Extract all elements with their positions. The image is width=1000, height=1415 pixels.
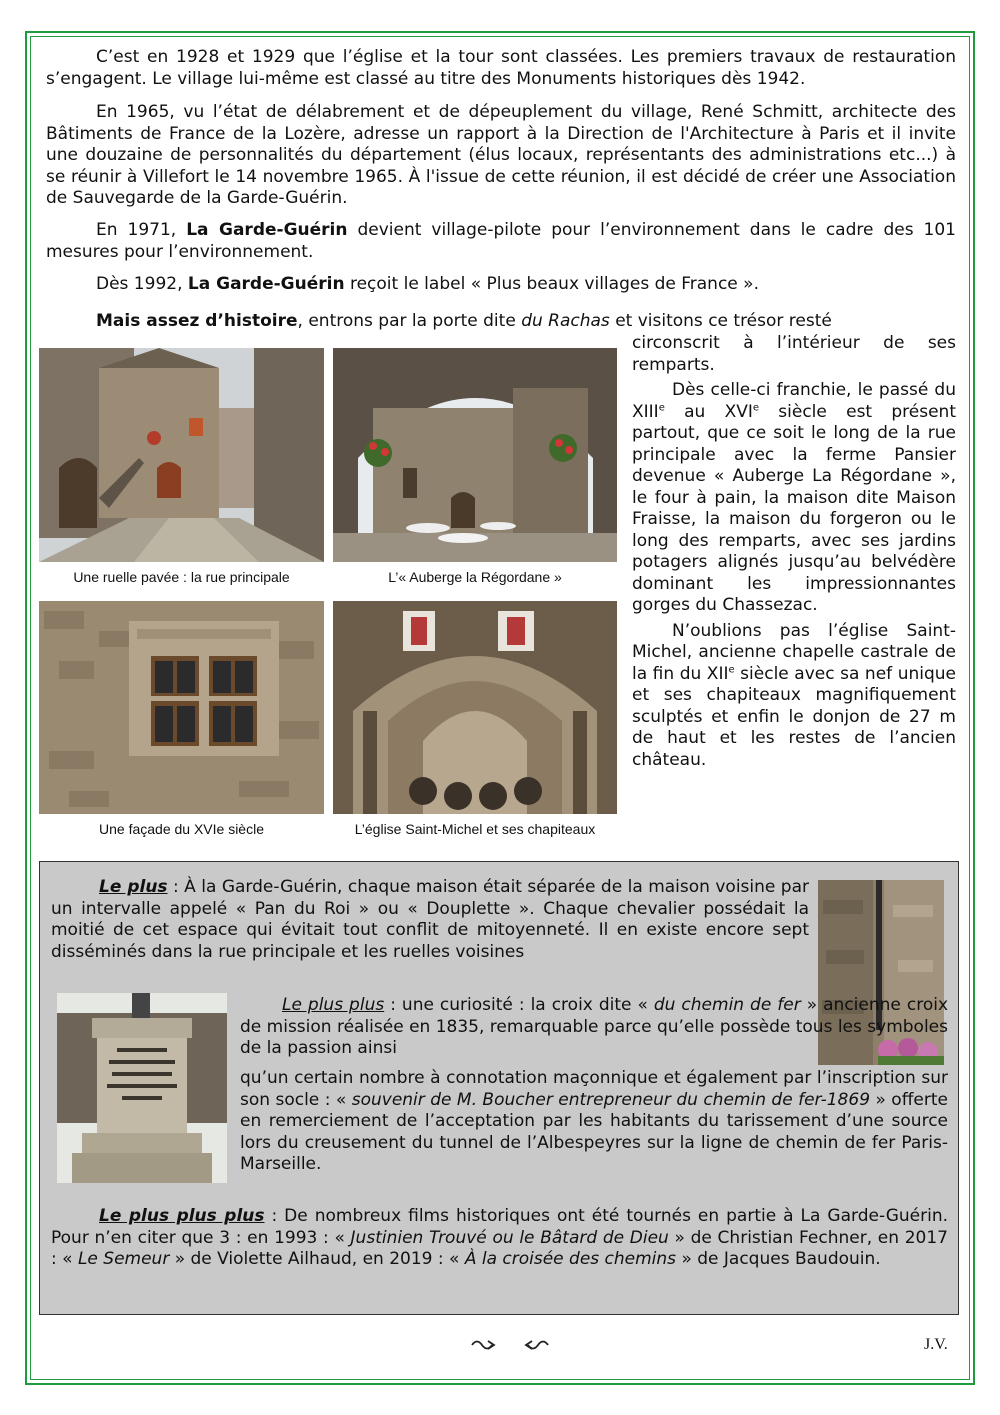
photo-eglise <box>333 601 617 814</box>
paragraph-1992: Dès 1992, La Garde-Guérin reçoit le label « Plus beaux villages de France ». <box>96 274 759 294</box>
caption-facade: Une façade du XVIe siècle <box>99 821 264 837</box>
caption-auberge: L’« Auberge la Régordane » <box>388 569 562 585</box>
le-plus-text: Le plus : À la Garde-Guérin, chaque maison était séparée de la maison voisine par un intervalle appelé « Pan du Roi » ou « Douplette ». Chaque chevalier possédait la moitié de cet espace qui évitait tout conflit de mitoyenneté. Il en existe encore sept disséminés dans la rue principale et les ruelles voisines <box>51 877 810 962</box>
paragraph-classement: C’est en 1928 et 1929 que l’église et la tour sont classées. Les premiers travaux de restauration s’engagent. Le village lui-même est classé au titre des Monuments historiques dès 1942. <box>46 47 956 89</box>
column-paragraph-passe: Dès celle-ci franchie, le passé du XIIIe au XVIe siècle est présent partout, que ce soit le long de la rue principale avec la ferme Pansier devenue « Auberge La Régordane », le four à pain, la maison dite Maison Fraisse, la maison du forgeron ou le long des remparts, avec ses jardins potagers alignés jusqu’au belvédère dominant les impressionnantes gorges du Chassezac. <box>632 380 956 615</box>
paragraph-1971: En 1971, La Garde-Guérin devient village-pilote pour l’environnement dans le cadre des 101 mesures pour l’environnement. <box>46 220 957 262</box>
paragraph-1965: En 1965, vu l’état de délabrement et de dépeuplement du village, René Schmitt, architecte des Bâtiments de France de la Lozère, adresse un rapport à la Direction de l'Architecture à Paris et il invite une douzaine de personnalités du département (élus locaux, représentants des administrations etc...) à se réunir à Villefort le 14 novembre 1965. À l'issue de cette réunion, il est décidé de créer une Association de Sauvegarde de la Garde-Guérin. <box>46 102 956 208</box>
paragraph-visite-intro: Mais assez d’histoire, entrons par la porte dite du Rachas et visitons ce trésor resté <box>96 311 832 331</box>
photo-croix-socle <box>57 993 227 1183</box>
le-plus-plus-plus-text: Le plus plus plus : De nombreux films historiques ont été tournés en partie à La Garde-Guérin. Pour n’en citer que 3 : en 1993 : « Justinien Trouvé ou le Bâtard de Dieu » de Christian Fechner, en 2017 : « Le Semeur » de Violette Ailhaud, en 2019 : « À la croisée des chemins » de Jacques Baudouin. <box>51 1206 948 1269</box>
column-text <box>632 333 956 771</box>
column-paragraph-eglise: N’oublions pas l’église Saint-Michel, ancienne chapelle castrale de la fin du XIIe siècle avec sa nef unique et ses chapiteaux magnifiquement sculptés et enfin le donjon de 27 m de haut et les restes de l’ancien château. <box>632 620 956 770</box>
ornament-right-icon <box>524 1334 550 1359</box>
column-paragraph-remparts: circonscrit à l’intérieur de ses remparts. <box>632 333 956 375</box>
caption-eglise: L’église Saint-Michel et ses chapiteaux <box>354 821 596 837</box>
photo-facade <box>39 601 324 814</box>
photo-auberge <box>333 348 617 562</box>
photo-rue-principale <box>39 348 324 562</box>
le-plus-plus-continuation: qu’un certain nombre à connotation maçonnique et également par l’inscription sur son socle : « souvenir de M. Boucher entrepreneur du chemin de fer-1869 » offerte en remerciement de l’acceptation par les habitants du tarissement d’une source lors du creusement du tunnel de l’Albespeyres sur la ligne de chemin de fer Paris-Marseille. <box>240 1068 948 1174</box>
le-plus-plus-text: Le plus plus : une curiosité : la croix dite « du chemin de fer » ancienne croix de mission réalisée en 1835, remarquable parce qu’elle possède tous les symboles de la passion ainsi <box>240 995 948 1058</box>
signature: J.V. <box>924 1336 948 1353</box>
ornament-left-icon <box>470 1334 496 1359</box>
caption-rue-principale: Une ruelle pavée : la rue principale <box>73 569 290 585</box>
